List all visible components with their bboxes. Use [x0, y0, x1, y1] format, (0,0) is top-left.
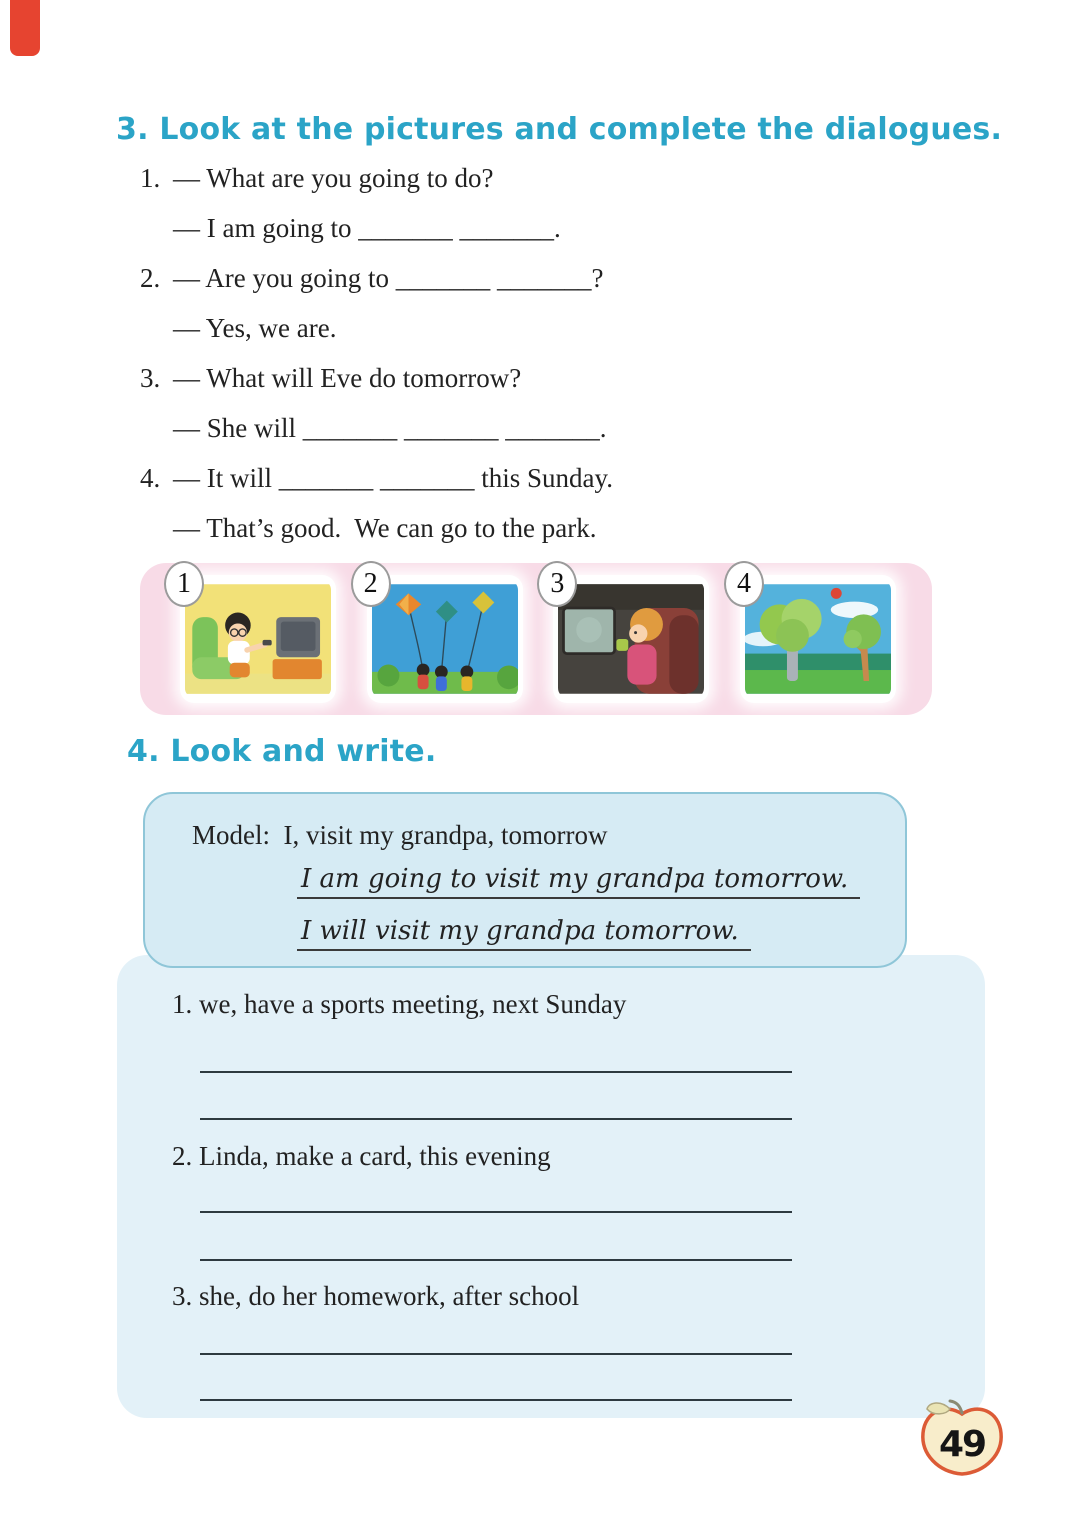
picture-sunny-park [736, 568, 896, 703]
dialogue-text: — It will _______ _______ this Sunday. [173, 463, 614, 493]
model-answer-text: I will visit my grandpa tomorrow. [297, 916, 751, 951]
picture-girl-watching-tv [550, 568, 709, 703]
dialogue-line [140, 263, 960, 313]
model-label: Model: I, visit my grandpa, tomorrow [192, 820, 608, 850]
picture-number-badge: 1 [164, 561, 204, 607]
dialogue-block [140, 163, 960, 563]
page-number-apple [916, 1398, 1008, 1480]
sunny-park-illustration [745, 580, 891, 698]
boy-watching-tv-illustration [185, 580, 331, 698]
write-exercise-box [117, 955, 985, 1418]
dialogue-line [140, 363, 960, 413]
model-answer-text: I am going to visit my grandpa tomorrow. [297, 864, 860, 899]
dialogue-text: — I am going to _______ _______. [173, 213, 561, 243]
dialogue-number: 2. [140, 263, 161, 293]
dialogue-text: — That’s good. We can go to the park. [173, 513, 597, 543]
model-answer [297, 864, 860, 899]
dialogue-number: 3. [140, 363, 161, 393]
write-item-prompt: 2. Linda, make a card, this evening [172, 1141, 551, 1171]
picture-boy-watching-tv [177, 568, 336, 703]
dialogue-text: — She will _______ _______ _______. [173, 413, 607, 443]
page-number: 49 [938, 1424, 986, 1465]
picture-strip [140, 563, 932, 715]
dialogue-text: — What are you going to do? [173, 163, 494, 193]
dialogue-line [140, 413, 960, 463]
dialogue-line [140, 463, 960, 513]
dialogue-line [140, 313, 960, 363]
dialogue-text: — Yes, we are. [173, 313, 337, 343]
page-edge-tab [10, 0, 40, 56]
answer-line [200, 1353, 792, 1355]
picture-number-badge: 2 [351, 561, 391, 607]
write-item-prompt: 1. we, have a sports meeting, next Sunday [172, 989, 627, 1019]
dialogue-number: 4. [140, 463, 161, 493]
answer-line [200, 1071, 792, 1073]
flying-kites-illustration [372, 580, 518, 698]
picture-number-badge: 4 [724, 561, 764, 607]
model-box [143, 792, 907, 968]
dialogue-line [140, 513, 960, 563]
dialogue-text: — Are you going to _______ _______? [173, 263, 604, 293]
dialogue-line [140, 163, 960, 213]
dialogue-number: 1. [140, 163, 161, 193]
answer-line [200, 1259, 792, 1261]
dialogue-line [140, 213, 960, 263]
answer-line [200, 1118, 792, 1120]
section4-heading: 4. Look and write. [127, 734, 437, 769]
answer-line [200, 1211, 792, 1213]
dialogue-text: — What will Eve do tomorrow? [173, 363, 522, 393]
section3-heading: 3. Look at the pictures and complete the dialogues. [116, 112, 1003, 147]
answer-line [200, 1399, 792, 1401]
picture-flying-kites [363, 568, 523, 703]
picture-number-badge: 3 [537, 561, 577, 607]
write-item-prompt: 3. she, do her homework, after school [172, 1281, 580, 1311]
girl-watching-tv-illustration [558, 580, 704, 698]
model-answer [297, 916, 751, 951]
